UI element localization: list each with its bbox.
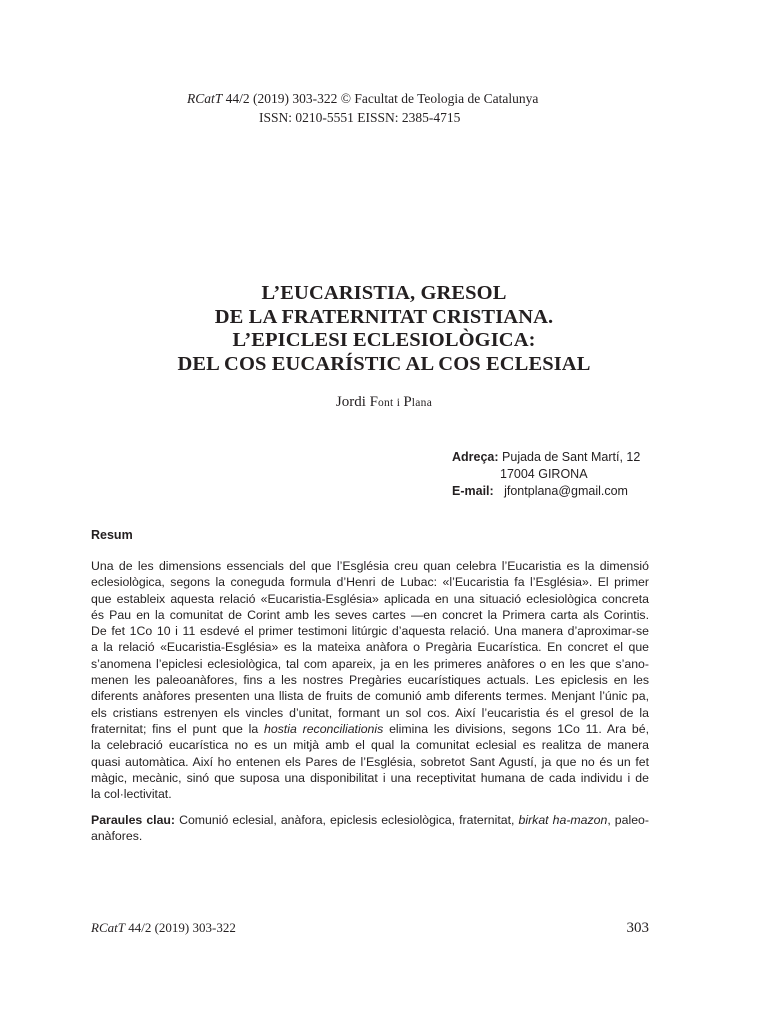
header-citation-line [0, 89, 768, 108]
author-surname-initial: F [369, 394, 378, 410]
abstract-line: De fet 1Co 10 i 11 esdevé el primer testimoni litúrgic d’aquesta relació. Una manera d’aproximar-se [91, 624, 649, 639]
abstract-line [91, 721, 649, 737]
abstract-line: que estableix aquesta relació «Eucaristia-Església» aplicada en una situació eclesiològica concreta [91, 591, 649, 606]
address-line: Pujada de Sant Martí, 12 [502, 450, 641, 464]
keywords-term: birkat ha-mazon [518, 813, 608, 827]
keywords-line: anàfores. [91, 829, 143, 844]
email-label: E-mail: [452, 484, 494, 498]
abstract-line: s’anomena l’epiclesi eclesiològica, tal com apareix, ja en les primeres anàfores o en les que s’ano- [91, 656, 649, 671]
keywords-line [91, 812, 649, 828]
email-row [452, 483, 640, 500]
page-number: 303 [626, 920, 649, 936]
abstract-line: els cristians estrenyen els vincles d’unitat, formant un sol cos. Així l’eucaristia és el gresol de la [91, 705, 649, 720]
abstract-line: la col·lectivitat. [91, 787, 172, 802]
article-title [0, 282, 768, 376]
title-line: DE LA FRATERNITAT CRISTIANA. [214, 305, 554, 328]
header-issn: ISSN: 0210-5551 EISSN: 2385-4715 [259, 110, 461, 125]
author-connector: i [393, 397, 404, 409]
abstract-latin-term: hostia reconciliationis [263, 721, 384, 736]
abstract-line: Una de les dimensions essencials del que l’Església creu quan celebra l’Eucaristia es la dimensió [91, 559, 649, 573]
address-label: Adreça: [452, 450, 499, 464]
abstract-line: a la relació «Eucaristia-Església» es la mateixa anàfora o Pregària Eucarística. En concret el que [91, 640, 649, 655]
abstract-line: la celebració eucarística no es un mitjà amb el qual la comunitat eclesial es realitza de manera [91, 738, 649, 753]
abstract-line: menen les paleoanàfores, fins a les nostres Pregàries eucarístiques actuals. Les epiclesis en les [91, 673, 649, 688]
title-line: DEL COS EUCARÍSTIC AL COS ECLESIAL [177, 352, 591, 375]
keywords-text: , paleo- [607, 813, 649, 827]
abstract-line: quasi automàtica. Així ho entenen els Pares de l’Església, sobretot Sant Agustí, ja que no és un fet [91, 754, 649, 769]
author-name [0, 394, 768, 411]
author-surname-initial: P [403, 394, 412, 410]
abstract-body [91, 558, 649, 802]
abstract-text: fraternitat; fins el punt que la [91, 721, 264, 736]
address-row [452, 449, 640, 466]
abstract-line: diferents anàfores presenten una llista de fruits de comunió amb diferents termes. Menjant l’únic pa, [91, 689, 649, 704]
footer-citation: 44/2 (2019) 303-322 [124, 920, 236, 935]
abstract-line: eclesiològica, segons la coneguda formula d’Henri de Lubac: «l’Eucaristia fa l’Església». El primer [91, 575, 649, 590]
keywords-label: Paraules clau: [91, 813, 176, 827]
title-line: L’EPICLESI ECLESIOLÒGICA: [232, 329, 536, 351]
abstract-text: elimina les divisions, segons 1Co 11. Ara bé, [383, 721, 649, 736]
running-footer [91, 920, 236, 936]
title-line: L’EUCARISTIA, GRESOL [261, 282, 507, 304]
abstract-line: màgic, mecànic, sinó que suposa una disponibilitat i una receptivitat humana de cada individu i de [91, 770, 649, 785]
header-citation: 44/2 (2019) 303-322 © Facultat de Teologia de Catalunya [222, 91, 539, 106]
abstract-heading: Resum [91, 528, 133, 542]
footer-journal-abbrev: RCatT [91, 920, 125, 935]
email-address[interactable]: jfontplana@gmail.com [504, 484, 628, 498]
keywords [91, 812, 649, 845]
author-surname-rest: ont [377, 397, 394, 409]
author-contact [452, 449, 640, 500]
author-given-name: Jordi [335, 394, 370, 410]
keywords-text: Comunió eclesial, anàfora, epiclesis eclesiològica, fraternitat, [175, 813, 519, 827]
author-surname-rest: lana [411, 397, 433, 409]
running-header [0, 89, 768, 127]
abstract-line: és Pau en la comunitat de Corint amb les seves cartes —en concret la Primera carta als Corintis. [91, 607, 649, 622]
address-line: 17004 GIRONA [500, 467, 588, 481]
journal-abbrev: RCatT [187, 91, 223, 106]
